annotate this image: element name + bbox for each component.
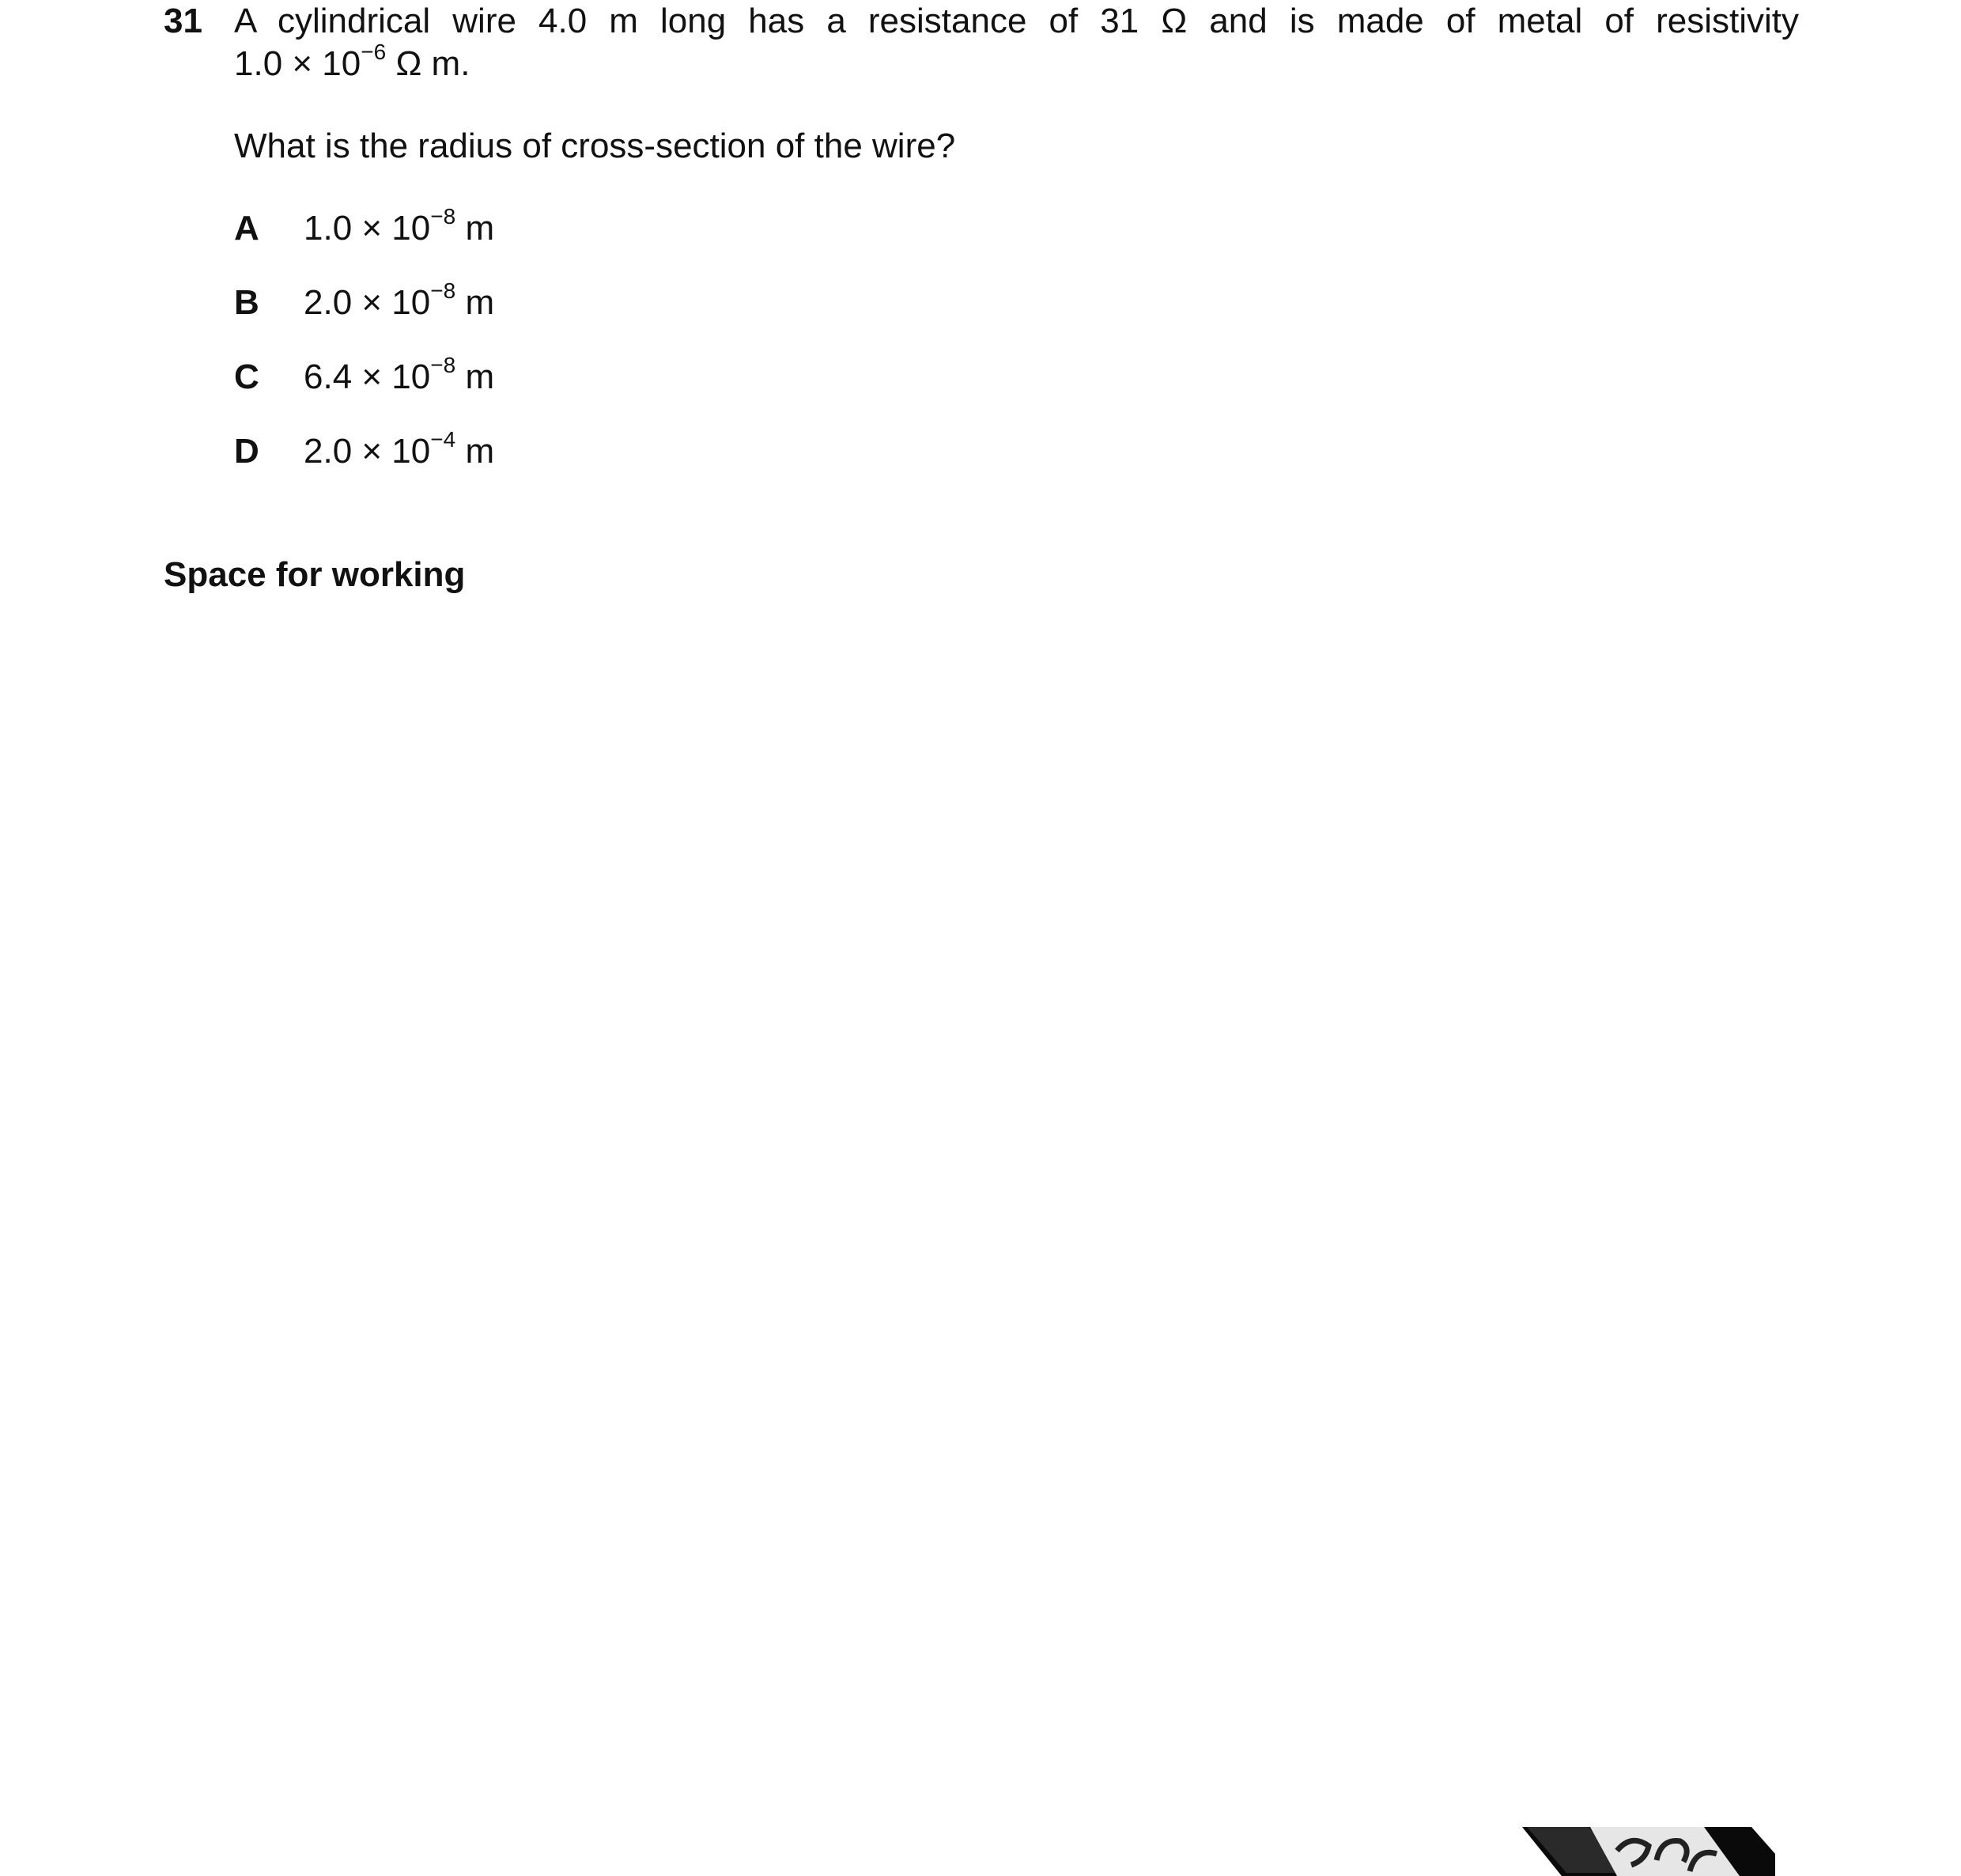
question-stem-line-1: A cylindrical wire 4.0 m long has a resistance of 31 Ω and is made of metal of resistivity [234,2,1799,40]
question-prompt: What is the radius of cross-section of the wire? [234,127,956,165]
barcode-stamp-image [1522,1827,1775,1876]
option-value: $2.0 \times 10^{-8}$ m [304,278,495,322]
resistivity-exponent: −6 [361,40,387,65]
question-stem-line-2 [234,40,1799,85]
option-letter: A [234,209,259,248]
space-for-working-label: Space for working [164,555,466,594]
option-value: $2.0 \times 10^{-4}$ m [304,427,495,471]
question-stem [234,0,1799,85]
option-letter: B [234,283,259,322]
option-value: $6.4 \times 10^{-8}$ m [304,353,495,396]
option-letter: C [234,357,259,396]
option-value: $1.0 \times 10^{-8}$ m [304,204,495,248]
question-number: 31 [164,2,202,40]
resistivity-unit: Ω m. [395,44,470,83]
resistivity-mantissa: 1.0 × 10 [234,44,361,83]
option-letter: D [234,432,259,471]
